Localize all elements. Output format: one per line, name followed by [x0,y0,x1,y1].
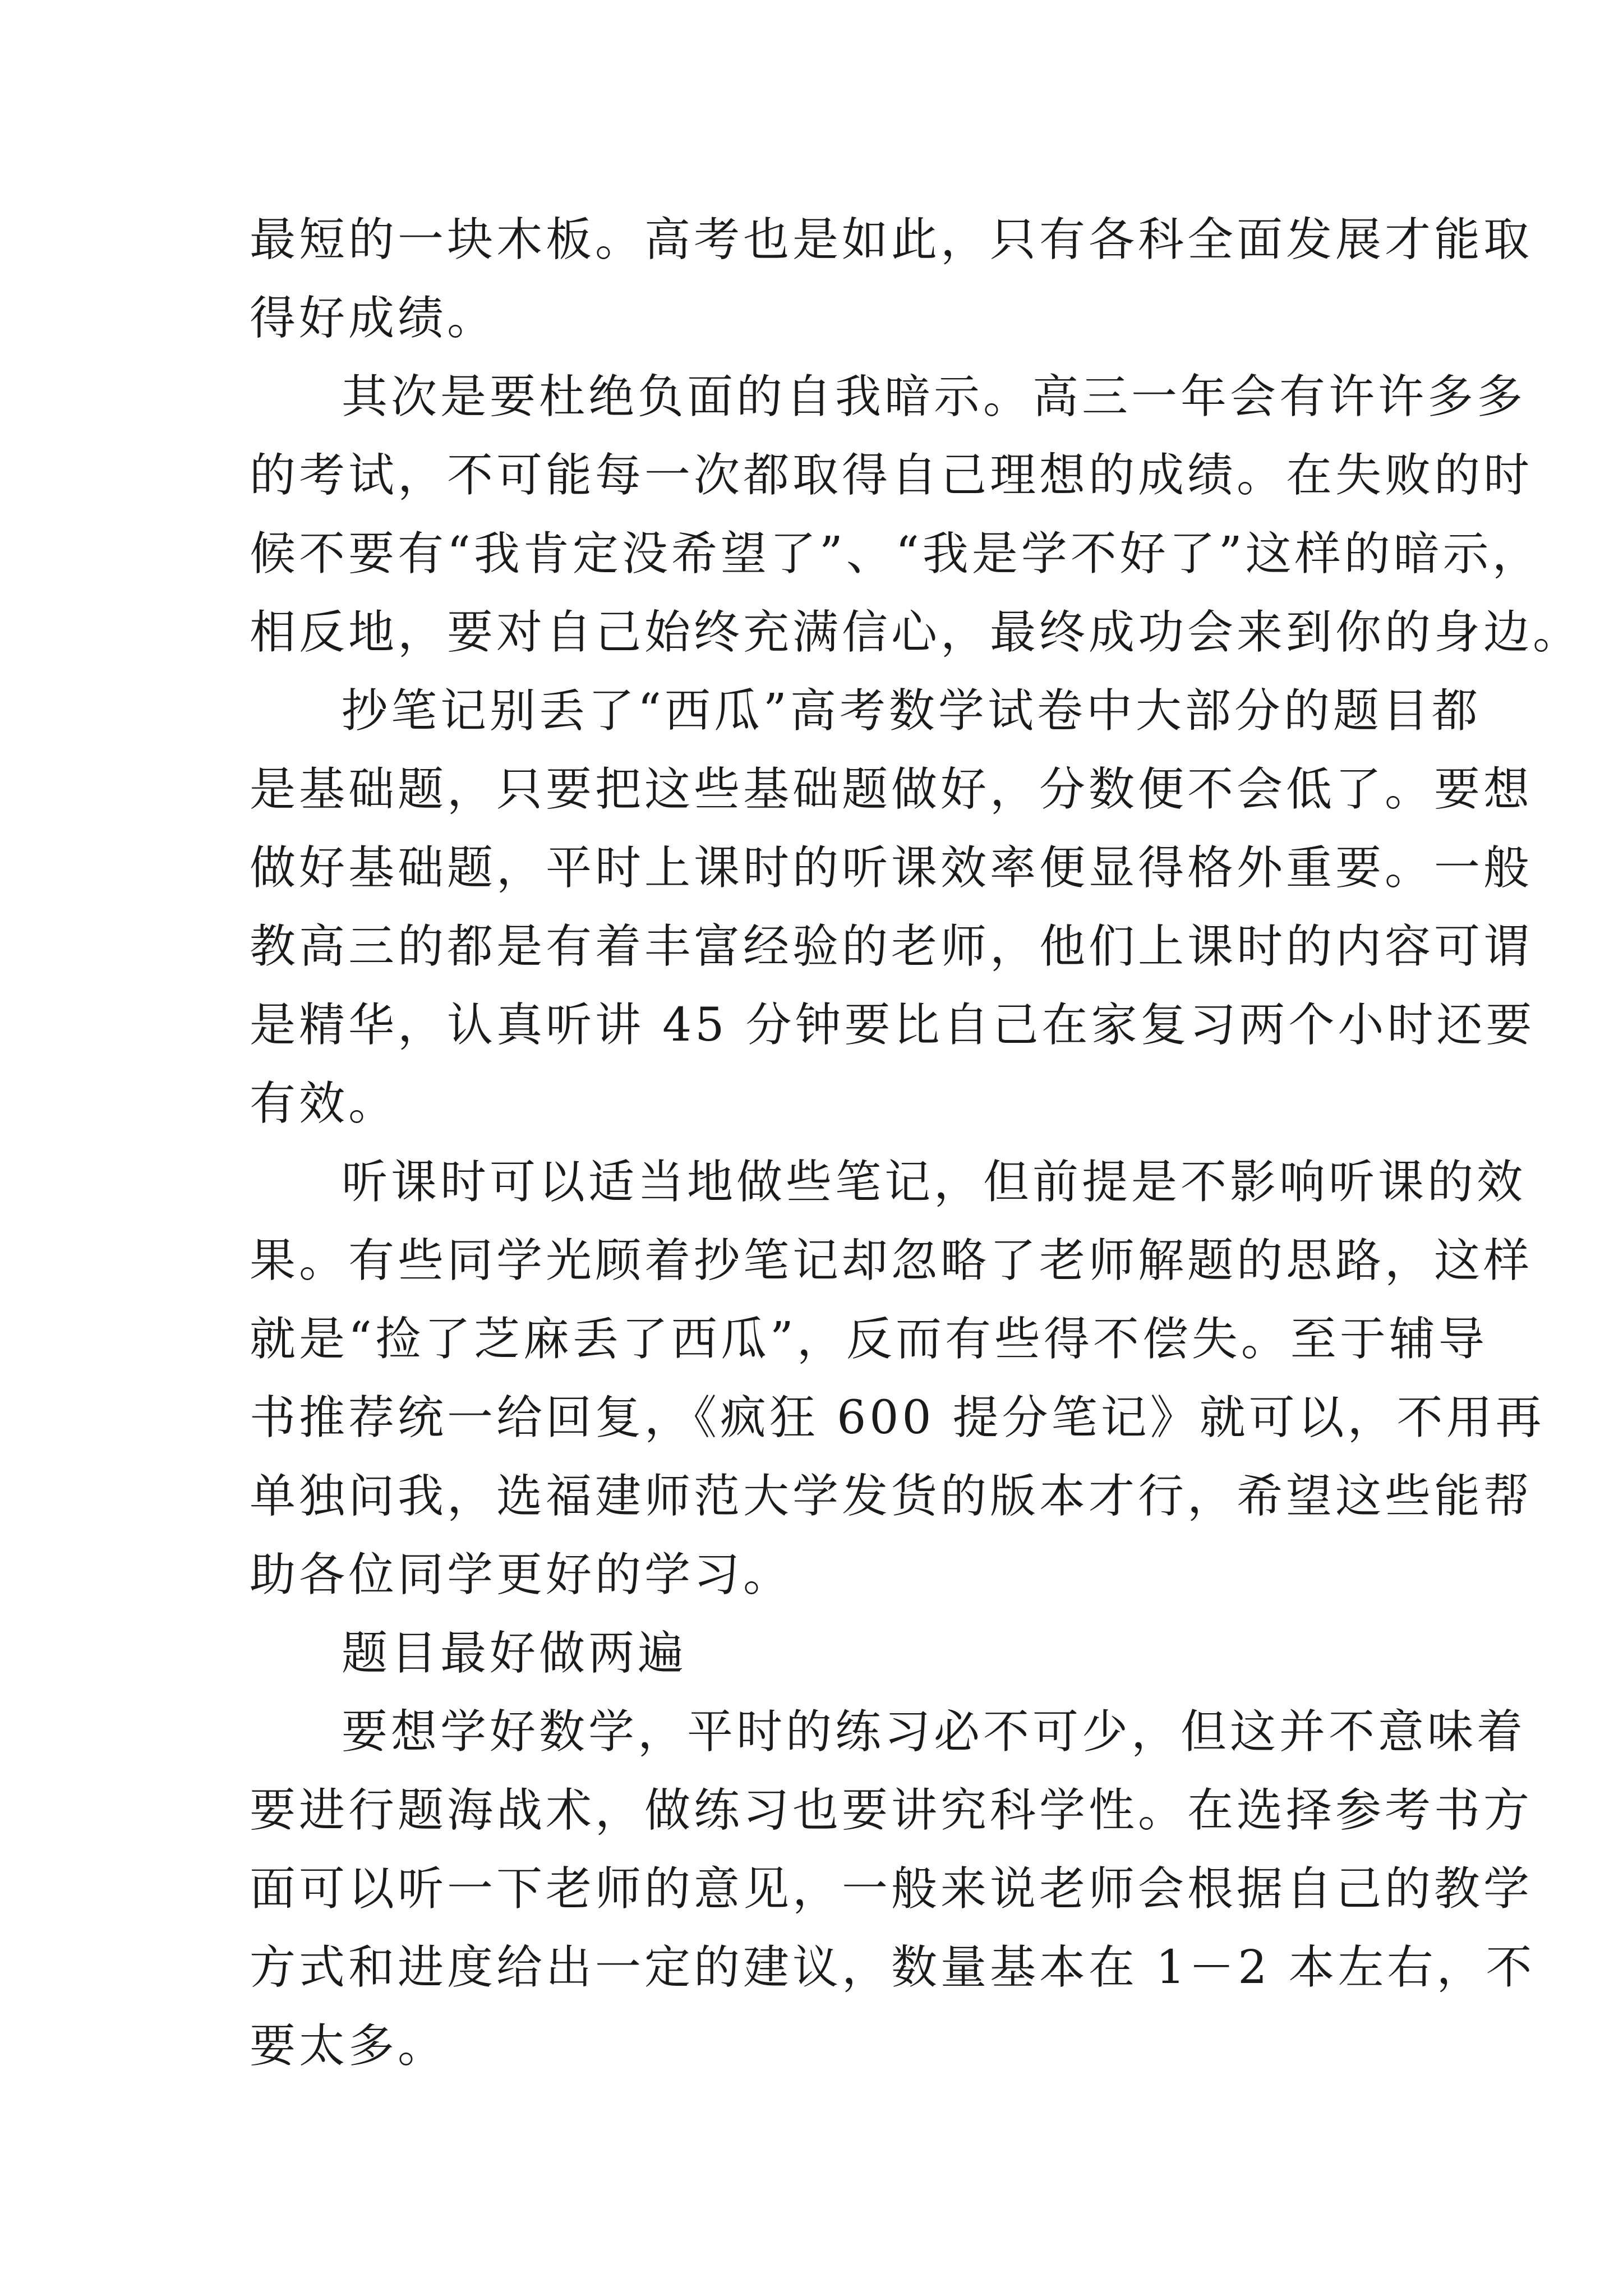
text-line: 就是“捡了芝麻丢了西瓜”，反而有些得不偿失。至于辅导 [250,1313,1488,1366]
text-line: 相反地，要对自己始终充满信心，最终成功会来到你的身边。 [250,606,1583,659]
text-line: 有效。 [250,1077,398,1130]
text-line: 教高三的都是有着丰富经验的老师，他们上课时的内容可谓 [250,920,1533,973]
text-line: 要进行题海战术，做练习也要讲究科学性。在选择参考书方 [250,1784,1533,1837]
text-line: 方式和进度给出一定的建议，数量基本在 1－2 本左右，不 [250,1941,1536,1994]
text-line: 果。有些同学光顾着抄笔记却忽略了老师解题的思路，这样 [250,1234,1533,1287]
text-line: 助各位同学更好的学习。 [250,1548,793,1602]
text-line: 听课时可以适当地做些笔记，但前提是不影响听课的效 [342,1156,1527,1209]
text-line: 候不要有“我肯定没希望了”、“我是学不好了”这样的暗示， [250,527,1542,581]
text-line: 做好基础题，平时上课时的听课效率便显得格外重要。一般 [250,841,1533,895]
text-line: 是基础题，只要把这些基础题做好，分数便不会低了。要想 [250,763,1533,816]
text-line: 是精华，认真听讲 45 分钟要比自己在家复习两个小时还要 [250,999,1536,1052]
text-line: 的考试，不可能每一次都取得自己理想的成绩。在失败的时 [250,449,1533,502]
document-body [250,201,1583,2086]
text-line: 面可以听一下老师的意见，一般来说老师会根据自己的教学 [250,1862,1533,1916]
text-line: 要太多。 [250,2019,448,2073]
text-line: 要想学好数学，平时的练习必不可少，但这并不意味着 [342,1705,1527,1759]
text-line: 其次是要杜绝负面的自我暗示。高三一年会有许许多多 [342,370,1527,424]
text-line: 题目最好做两遍 [342,1627,688,1680]
text-line: 抄笔记别丢了“西瓜”高考数学试卷中大部分的题目都 [342,684,1481,738]
text-line: 最短的一块木板。高考也是如此，只有各科全面发展才能取 [250,213,1533,266]
text-line: 得好成绩。 [250,292,497,345]
text-line: 书推荐统一给回复，《疯狂 600 提分笔记》就可以，不用再 [250,1391,1545,1444]
text-line: 单独问我，选福建师范大学发货的版本才行，希望这些能帮 [250,1470,1533,1523]
